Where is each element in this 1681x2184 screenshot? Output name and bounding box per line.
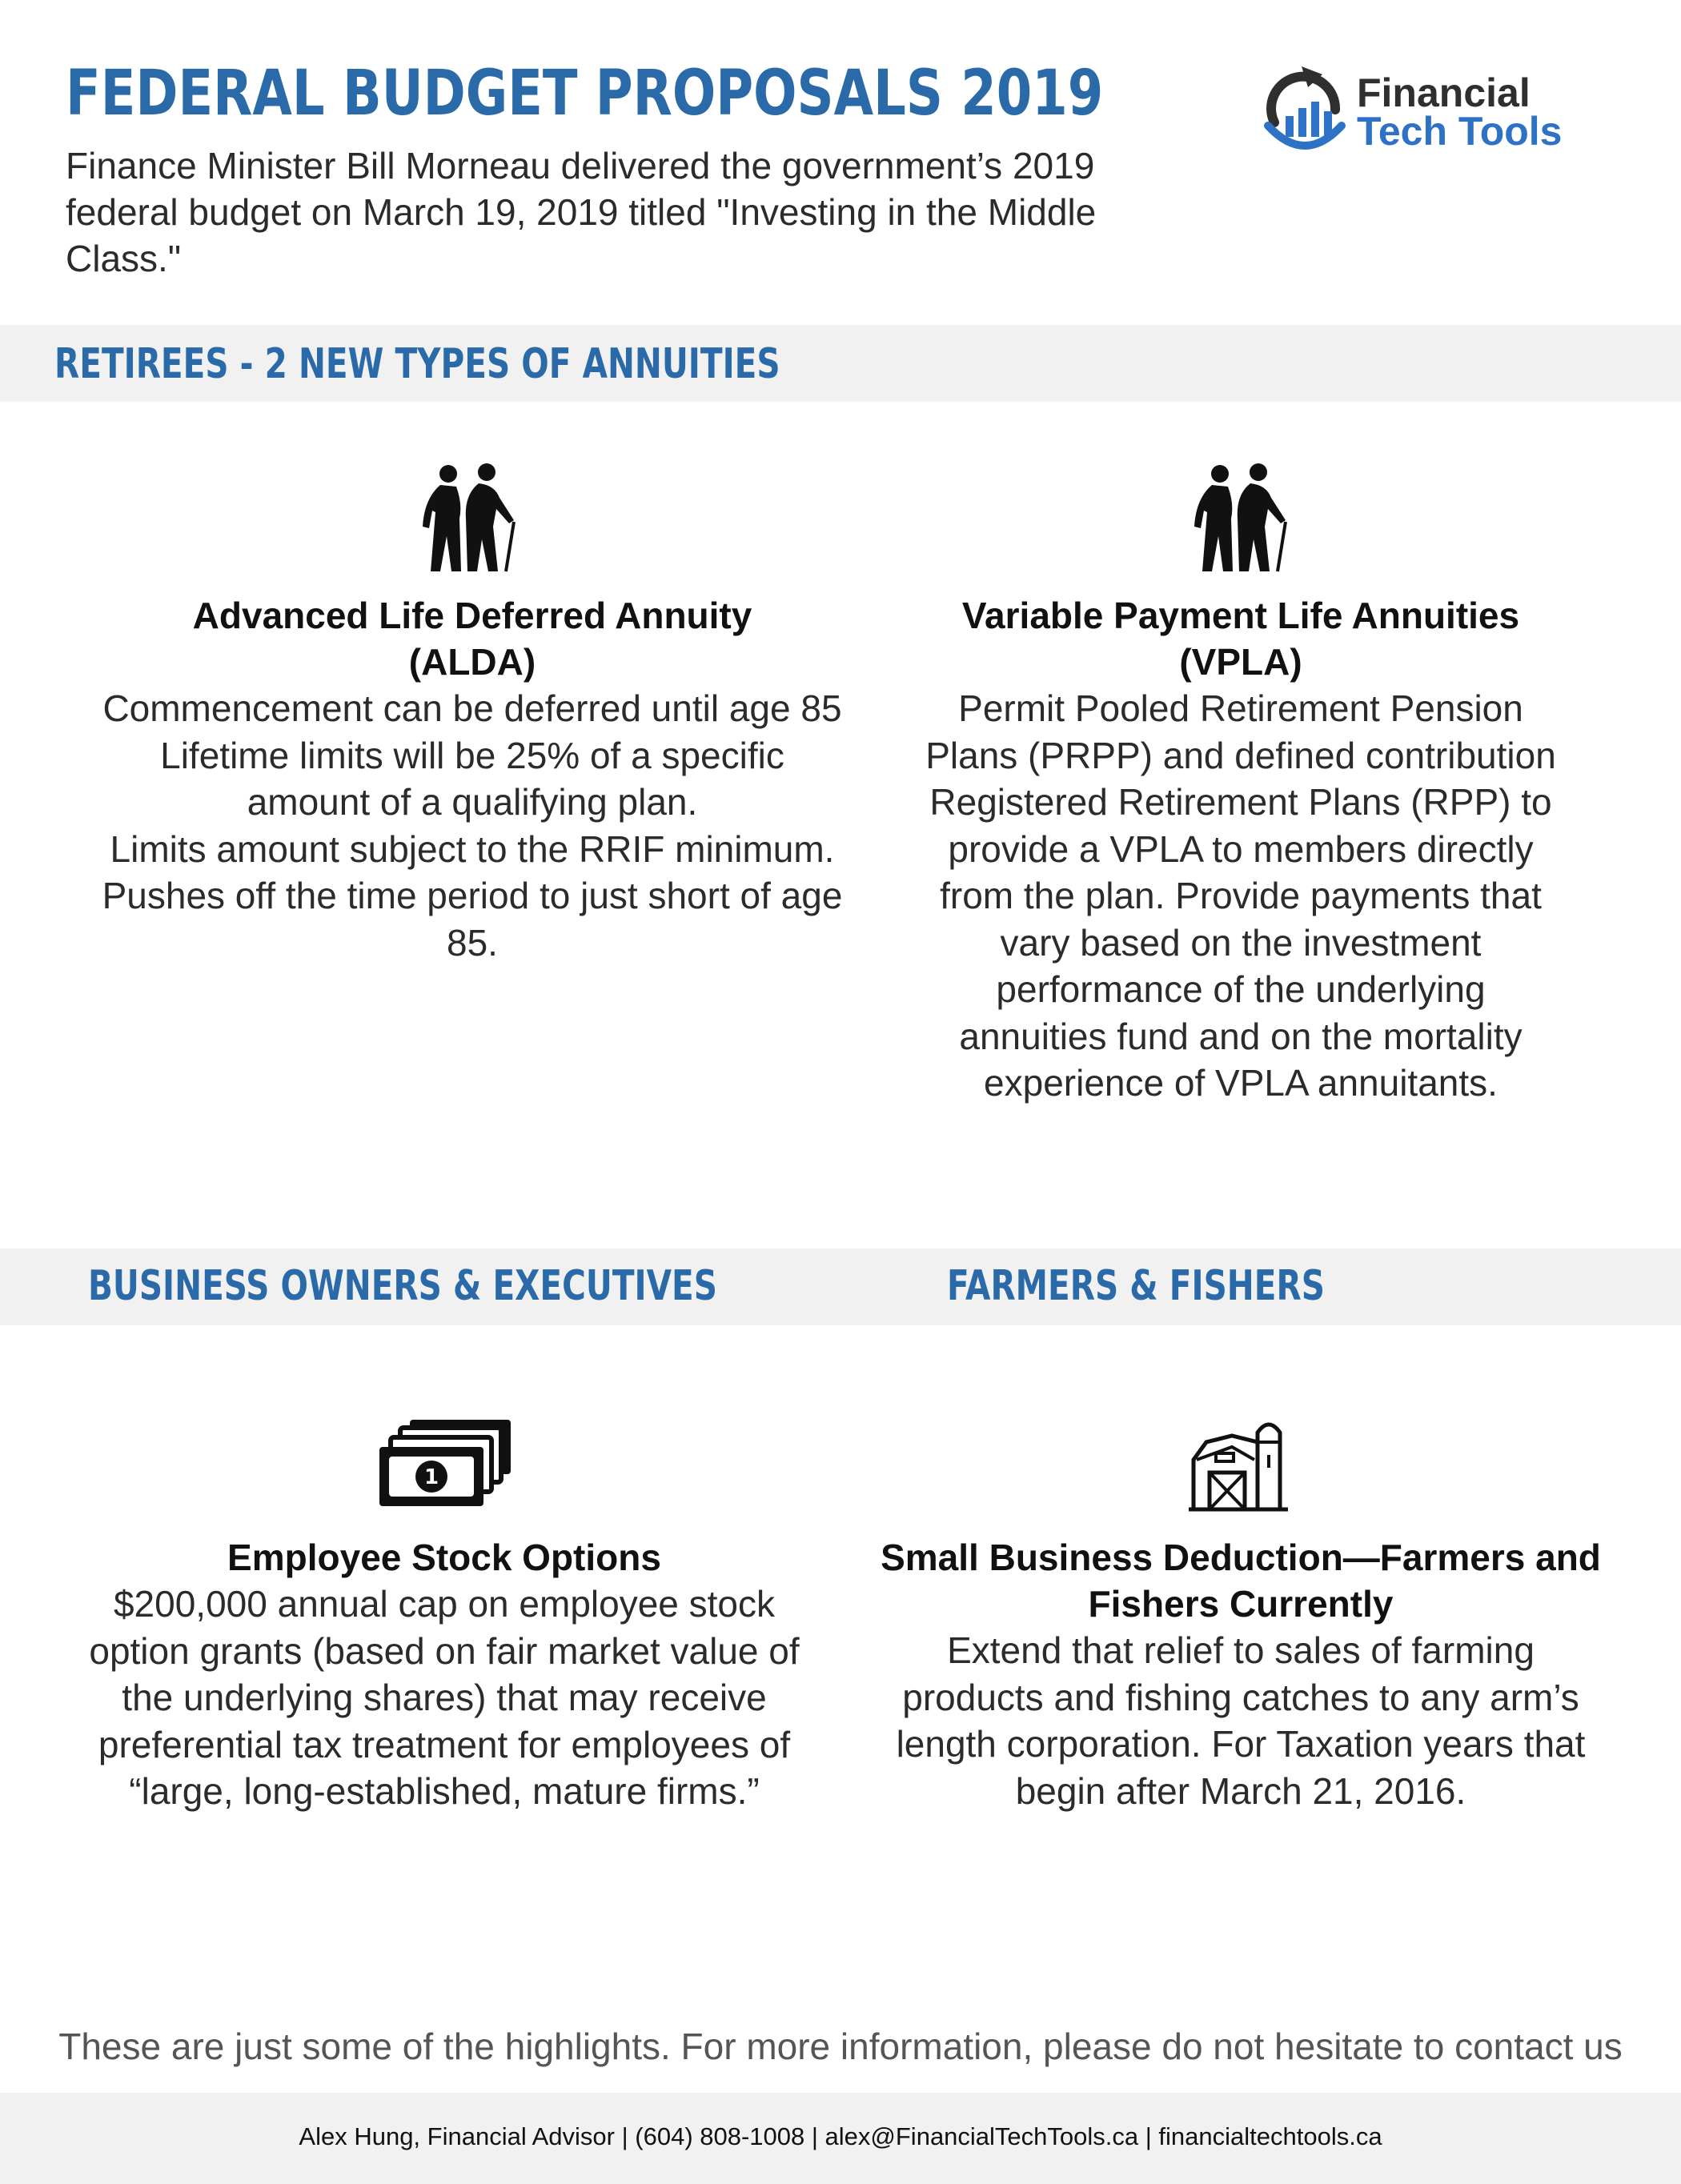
card-body-line: Lifetime limits will be 25% of a specific (160, 734, 784, 776)
card-body-line: option grants (based on fair market value of (89, 1629, 800, 1672)
card-body-line: vary based on the investment (1000, 921, 1482, 964)
elderly-couple-icon (416, 463, 524, 575)
card-body-line: Registered Retirement Plans (RPP) to (929, 781, 1552, 823)
section-heading-retirees: RETIREES - 2 NEW TYPES OF ANNUITIES (54, 340, 780, 388)
card-title-line: Variable Payment Life Annuities (961, 595, 1520, 636)
card-title-line: Employee Stock Options (227, 1537, 661, 1578)
elderly-couple-icon (1188, 463, 1296, 575)
card-body-line: Pushes off the time period to just short of age (102, 875, 843, 916)
intro-line: Finance Minister Bill Morneau delivered the government’s 2019 (66, 145, 1095, 186)
card-body-line: from the plan. Provide payments that (940, 875, 1542, 916)
card-body-line: experience of VPLA annuitants. (984, 1062, 1498, 1104)
intro-line: Class." (66, 238, 182, 279)
barn-silo-icon (1189, 1415, 1289, 1515)
logo-line-1: Financial (1357, 70, 1531, 115)
intro-paragraph (66, 142, 1186, 282)
card-body-line: amount of a qualifying plan. (247, 781, 698, 823)
cash-stack-icon (375, 1417, 515, 1513)
card-title-line: Small Business Deduction—Farmers and (881, 1537, 1601, 1578)
card-body-line: Extend that relief to sales of farming (947, 1629, 1535, 1671)
svg-text:1: 1 (423, 1465, 439, 1489)
card-body-line: “large, long-established, mature firms.” (129, 1770, 760, 1812)
footer-contact: Alex Hung, Financial Advisor | (604) 808-1008 | alex@FinancialTechTools.ca | financialtechtools.ca (299, 2122, 1382, 2150)
card-body-line: performance of the underlying (996, 968, 1486, 1010)
logo-wordmark (1357, 70, 1563, 154)
logo-line-2: Tech Tools (1357, 109, 1563, 154)
card-body-line: Permit Pooled Retirement Pension (958, 687, 1523, 729)
card-body-line: preferential tax treatment for employees of (98, 1723, 791, 1765)
card-body-line: Limits amount subject to the RRIF minimum. (110, 828, 835, 870)
card-body-line: 85. (447, 921, 498, 964)
small-business-deduction-card (832, 1534, 1649, 1814)
section-heading-business: BUSINESS OWNERS & EXECUTIVES (88, 1262, 717, 1310)
card-body-line: the underlying shares) that may receive (122, 1677, 767, 1718)
card-title-line: Advanced Life Deferred Annuity (192, 595, 752, 636)
alda-card (64, 592, 881, 966)
card-body-line: Plans (PRPP) and defined contribution (925, 734, 1556, 776)
intro-line: federal budget on March 19, 2019 titled "Investing in the Middle (66, 191, 1097, 233)
card-body-line: products and fishing catches to any arm’s (902, 1676, 1579, 1718)
card-title-line: (VPLA) (1179, 641, 1302, 683)
vpla-card (832, 592, 1649, 1107)
card-body-line: annuities fund and on the mortality (959, 1015, 1523, 1057)
card-body-line: begin after March 21, 2016. (1015, 1769, 1466, 1812)
card-body-line: provide a VPLA to members directly (948, 828, 1534, 870)
card-body-line: Commencement can be deferred until age 85 (102, 687, 842, 729)
stock-options-card (44, 1534, 845, 1815)
card-title-line: Fishers Currently (1088, 1583, 1394, 1625)
gauge-bar-chart-icon (1257, 60, 1353, 156)
card-title-line: (ALDA) (408, 641, 536, 683)
footer-note: These are just some of the highlights. For more information, please do not hesitate to contact us (58, 2026, 1623, 2067)
section-heading-farmers: FARMERS & FISHERS (947, 1262, 1325, 1310)
card-body-line: length corporation. For Taxation years that (896, 1723, 1586, 1765)
card-body-line: $200,000 annual cap on employee stock (113, 1583, 776, 1625)
page-title: FEDERAL BUDGET PROPOSALS 2019 (66, 58, 1104, 130)
